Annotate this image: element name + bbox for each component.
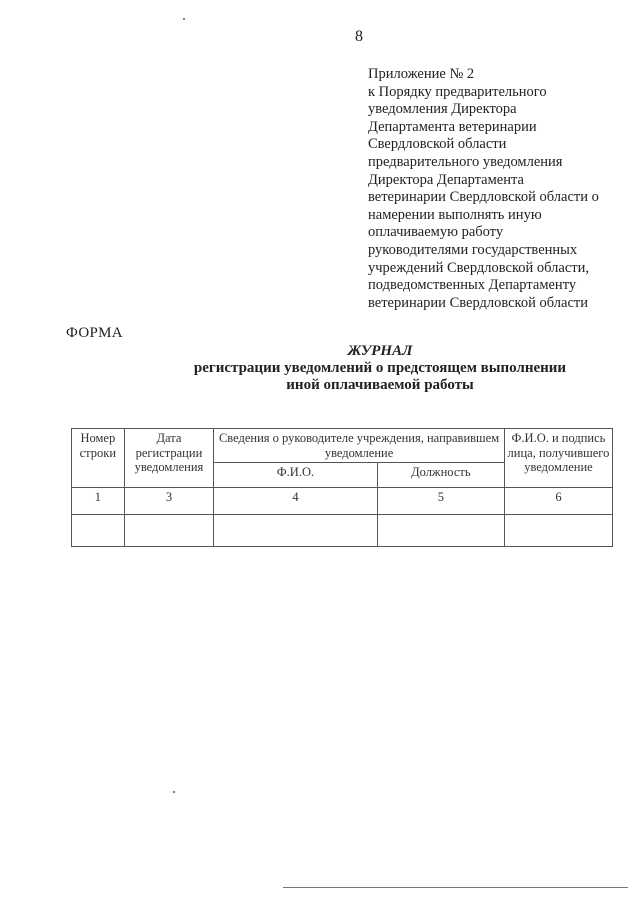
title-line-2: регистрации уведомлений о предстоящем выполнении bbox=[193, 360, 567, 376]
column-number: 1 bbox=[72, 488, 125, 515]
appendix-line: намерении выполнять иную bbox=[368, 206, 542, 223]
appendix-line: оплачиваемую работу bbox=[368, 224, 504, 241]
journal-title bbox=[100, 343, 640, 394]
header-head-info: Сведения о руководителе учреждения, направившем уведомление bbox=[214, 429, 505, 463]
journal-table bbox=[71, 428, 613, 547]
header-position: Должность bbox=[377, 463, 504, 488]
appendix-line: уведомления Директора bbox=[368, 101, 517, 118]
title-line-1: ЖУРНАЛ bbox=[347, 343, 413, 359]
appendix-line: руководителями государственных bbox=[368, 241, 578, 258]
appendix-line: учреждений Свердловской области, bbox=[368, 259, 589, 276]
appendix-line: Приложение № 2 bbox=[368, 66, 475, 82]
column-number: 6 bbox=[504, 488, 612, 515]
appendix-line: Департамента ветеринарии bbox=[368, 118, 537, 135]
empty-cell bbox=[214, 515, 378, 547]
header-receiver: Ф.И.О. и подпись лица, получившего уведомление bbox=[504, 429, 612, 488]
column-numbers-row bbox=[72, 488, 613, 515]
appendix-line: Директора Департамента bbox=[368, 171, 524, 188]
scan-speck bbox=[183, 18, 185, 20]
scan-edge-line bbox=[283, 887, 628, 888]
empty-cell bbox=[72, 515, 125, 547]
empty-cell bbox=[377, 515, 504, 547]
header-fio: Ф.И.О. bbox=[214, 463, 378, 488]
title-line-3: иной оплачиваемой работы bbox=[286, 377, 474, 393]
column-number: 3 bbox=[124, 488, 214, 515]
page-number: 8 bbox=[355, 28, 363, 45]
scan-speck bbox=[173, 791, 175, 793]
form-label: ФОРМА bbox=[66, 325, 123, 341]
appendix-line: подведомственных Департаменту bbox=[368, 277, 577, 294]
empty-cell bbox=[124, 515, 214, 547]
header-registration-date: Дата регистрации уведомления bbox=[124, 429, 214, 488]
appendix-line: Свердловской области bbox=[368, 136, 507, 153]
appendix-line: к Порядку предварительного bbox=[368, 83, 547, 100]
table-header-row bbox=[72, 429, 613, 463]
appendix-line: ветеринарии Свердловской области bbox=[368, 294, 588, 311]
appendix-line: предварительного уведомления bbox=[368, 153, 563, 170]
appendix-header bbox=[368, 66, 628, 312]
table-row bbox=[72, 515, 613, 547]
appendix-line: ветеринарии Свердловской области о bbox=[368, 189, 599, 206]
empty-cell bbox=[504, 515, 612, 547]
column-number: 5 bbox=[377, 488, 504, 515]
header-row-number: Номер строки bbox=[72, 429, 125, 488]
column-number: 4 bbox=[214, 488, 378, 515]
